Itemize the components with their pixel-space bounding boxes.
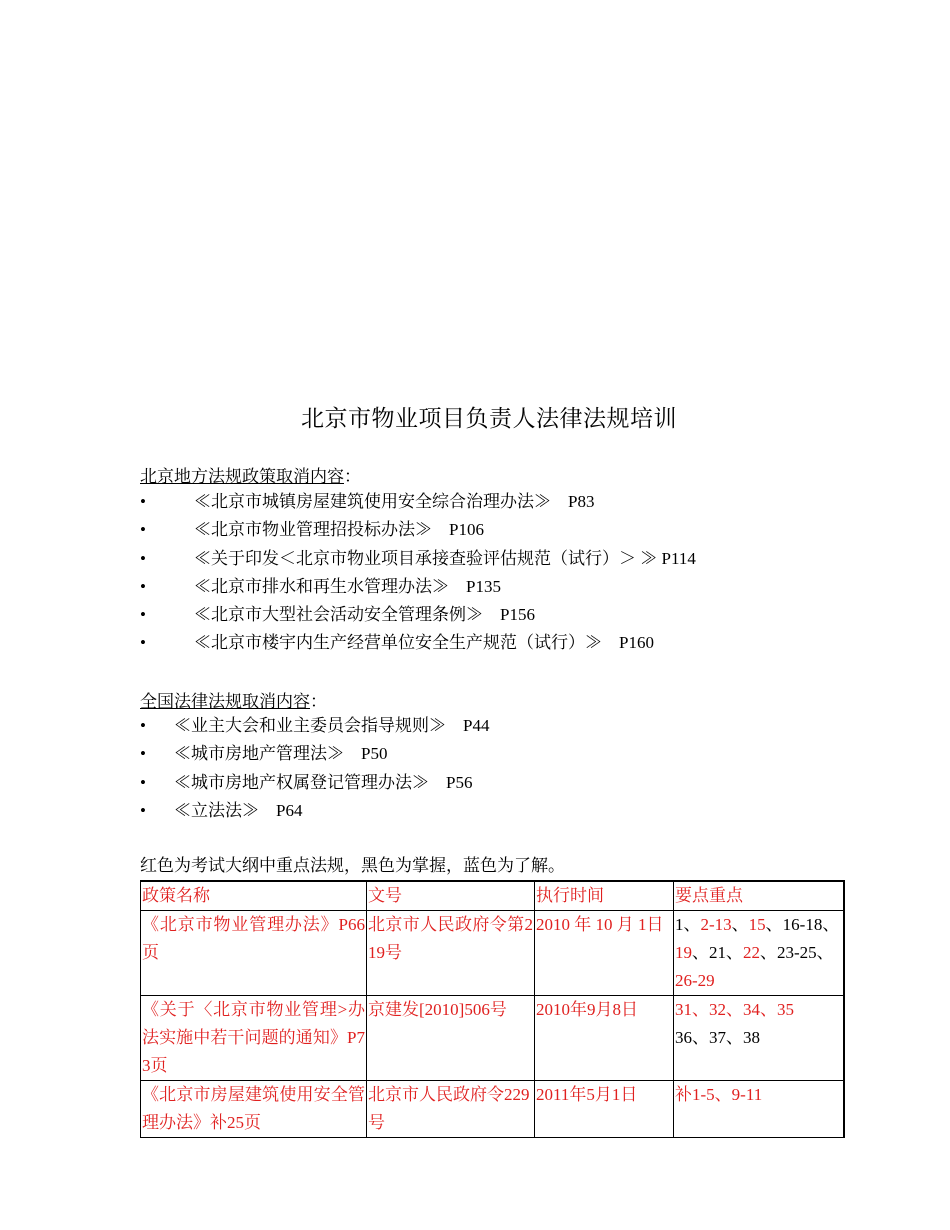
key-point-run: 31、32、34、35: [675, 1000, 794, 1019]
regulation-title: ≪北京市大型社会活动安全管理条例≫ P156: [194, 605, 535, 625]
key-point-run: 补1-5、9-11: [675, 1085, 763, 1104]
color-legend-note: 红色为考试大纲中重点法规，黑色为掌握，蓝色为了解。: [140, 856, 565, 875]
bullet-icon: •: [140, 716, 146, 735]
date-cell: 2010 年 10 月 1日: [535, 911, 674, 996]
list-item: [140, 601, 696, 629]
list-item: [140, 797, 489, 825]
local-regulations-list: [140, 488, 696, 658]
national-heading-colon: ：: [310, 692, 327, 711]
national-heading-text: 全国法律法规取消内容: [140, 692, 310, 711]
list-item: [140, 573, 696, 601]
doc-number-cell: 北京市人民政府令第219号: [367, 911, 535, 996]
bullet-icon: •: [140, 520, 146, 540]
header-doc-number: 文号: [367, 881, 535, 911]
key-point-run: 、21、: [692, 943, 743, 962]
doc-number-cell: 京建发[2010]506号: [367, 996, 535, 1081]
bullet-icon: •: [140, 744, 146, 764]
list-item: [140, 516, 696, 544]
table-row: [141, 1081, 844, 1138]
bullet-icon: •: [140, 772, 146, 792]
list-item: [140, 769, 489, 797]
national-regulations-list: [140, 712, 489, 825]
key-point-run: 15: [748, 915, 766, 934]
regulation-title: ≪关于印发＜北京市物业项目承接查验评估规范（试行）＞ ≫ P114: [194, 548, 696, 568]
key-point-run: 22: [743, 943, 760, 962]
key-point-run: 、23-25、: [760, 943, 834, 962]
regulation-title: ≪城市房地产管理法≫ P50: [174, 744, 388, 764]
regulation-title: ≪北京市物业管理招投标办法≫ P106: [194, 520, 484, 540]
bullet-icon: •: [140, 800, 146, 820]
doc-number-cell: 北京市人民政府令229号: [367, 1081, 535, 1138]
key-point-run: 2-13: [700, 915, 732, 934]
key-point-run: 19: [675, 943, 692, 962]
regulation-title: ≪北京市楼宇内生产经营单位安全生产规范（试行）≫ P160: [194, 633, 654, 653]
regulation-title: ≪北京市排水和再生水管理办法≫ P135: [194, 576, 501, 596]
regulation-title: ≪立法法≫ P64: [174, 800, 303, 820]
key-point-run: 26-29: [675, 971, 715, 990]
header-policy-name: 政策名称: [141, 881, 367, 911]
policy-name-cell: 《关于〈北京市物业管理>办法实施中若干问题的通知》P73页: [141, 996, 367, 1081]
regulation-title: ≪城市房地产权属登记管理办法≫ P56: [174, 772, 473, 792]
table-row: [141, 911, 844, 996]
key-point-run: 、16-18、: [765, 915, 840, 934]
key-points-cell: [674, 911, 844, 996]
policy-name-cell: 《北京市房屋建筑使用安全管理办法》补25页: [141, 1081, 367, 1138]
policy-table: [140, 880, 845, 1138]
list-item: [140, 712, 489, 740]
bullet-icon: •: [140, 548, 146, 568]
policy-name-cell: 《北京市物业管理办法》P66页: [141, 911, 367, 996]
date-cell: 2010年9月8日: [535, 996, 674, 1081]
date-cell: 2011年5月1日: [535, 1081, 674, 1138]
bullet-icon: •: [140, 605, 146, 625]
list-item: [140, 545, 696, 573]
national-section-heading: [140, 687, 327, 712]
key-point-run: 36、37、38: [675, 1028, 760, 1047]
document-title: 北京市物业项目负责人法律法规培训: [301, 406, 677, 431]
bullet-icon: •: [140, 633, 146, 653]
bullet-icon: •: [140, 492, 146, 511]
key-points-cell: [674, 996, 844, 1081]
list-item: [140, 629, 696, 657]
header-effective-date: 执行时间: [535, 881, 674, 911]
bullet-icon: •: [140, 576, 146, 596]
list-item: [140, 488, 696, 516]
regulation-title: ≪北京市城镇房屋建筑使用安全综合治理办法≫ P83: [194, 492, 595, 511]
table-row: [141, 996, 844, 1081]
local-section-heading: [140, 462, 361, 487]
key-point-run: 1、: [675, 915, 701, 934]
table-header-row: [141, 881, 844, 911]
local-heading-colon: ：: [344, 467, 361, 486]
local-heading-text: 北京地方法规政策取消内容: [140, 467, 344, 486]
regulation-title: ≪业主大会和业主委员会指导规则≫ P44: [174, 716, 490, 735]
key-points-cell: [674, 1081, 844, 1138]
header-key-points: 要点重点: [674, 881, 844, 911]
key-point-run: 、: [731, 915, 749, 934]
list-item: [140, 740, 489, 768]
